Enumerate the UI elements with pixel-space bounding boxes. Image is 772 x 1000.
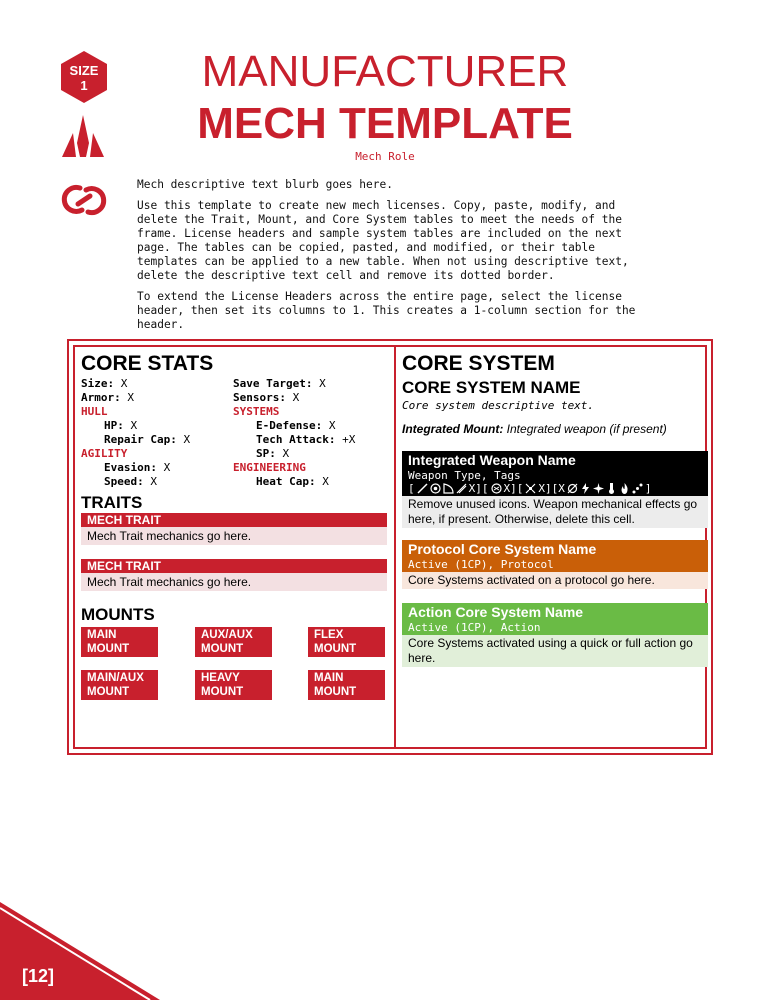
size-badge bbox=[59, 50, 109, 104]
trait-block bbox=[81, 559, 387, 591]
column-divider bbox=[394, 347, 396, 747]
action-core-system-block bbox=[402, 603, 708, 667]
stat-group-engineering: ENGINEERING bbox=[233, 461, 306, 474]
action-system-body: Core Systems activated using a quick or full action go here. bbox=[402, 635, 708, 667]
trait-body: Mech Trait mechanics go here. bbox=[81, 573, 387, 591]
stat-group-hull: HULL bbox=[81, 405, 108, 418]
traits-heading: TRAITS bbox=[81, 493, 143, 512]
size-value: 1 bbox=[80, 78, 88, 93]
mount-slot: MAIN/AUX MOUNT bbox=[81, 670, 158, 700]
stat-save-target: Save Target: X bbox=[233, 377, 326, 390]
threat-icon bbox=[430, 483, 441, 494]
weapon-icon-row: [ X][ X][ X][X ] bbox=[408, 482, 652, 495]
mount-slot: AUX/AUX MOUNT bbox=[195, 627, 272, 657]
weapon-body: Remove unused icons. Weapon mechanical effects go here, if present. Otherwise, delete this cell. bbox=[402, 496, 708, 528]
protocol-system-body: Core Systems activated on a protocol go here. bbox=[402, 572, 708, 589]
trait-block bbox=[81, 513, 387, 545]
heat-icon bbox=[606, 483, 617, 494]
trait-body: Mech Trait mechanics go here. bbox=[81, 527, 387, 545]
icon-separator: X][ bbox=[468, 482, 489, 495]
mounts-heading: MOUNTS bbox=[81, 605, 155, 624]
core-system-name: CORE SYSTEM NAME bbox=[402, 378, 581, 397]
license-frame bbox=[67, 339, 713, 755]
protocol-core-system-block bbox=[402, 540, 708, 589]
intro-paragraph-3: To extend the License Headers across the entire page, select the license header, then set its columns to 1. This creates a 1-column section for the header. bbox=[137, 290, 636, 331]
intro-paragraph-2: Use this template to create new mech licenses. Copy, paste, modify, and delete the Trait, Mount, and Core System tables to meet the needs of the frame. License headers and sample system tables are included on the next page. The tables can be copied, pasted, and modified, or their table templates can be applied to a new table. When not using descriptive text, delete the descriptive text cell and remove its dotted border. bbox=[137, 199, 629, 282]
kinetic-icon bbox=[567, 483, 578, 494]
stat-sensors: Sensors: X bbox=[233, 391, 300, 404]
weapon-name: Integrated Weapon Name bbox=[408, 452, 576, 468]
stat-size: Size: X bbox=[81, 377, 128, 390]
damage-icon bbox=[491, 483, 502, 494]
blast-icon bbox=[525, 483, 536, 494]
protocol-system-tags: Active (1CP), Protocol bbox=[408, 558, 554, 571]
cone-icon bbox=[443, 483, 454, 494]
core-system-heading: CORE SYSTEM bbox=[402, 352, 555, 375]
mount-slot: MAIN MOUNT bbox=[308, 670, 385, 700]
range-icon bbox=[417, 483, 428, 494]
stat-tech-attack: Tech Attack: +X bbox=[256, 433, 356, 446]
integrated-weapon-block bbox=[402, 451, 708, 528]
intro-paragraph-1: Mech descriptive text blurb goes here. bbox=[137, 178, 393, 191]
integrated-mount-label: Integrated Mount: bbox=[402, 422, 504, 436]
license-frame-inner bbox=[73, 345, 707, 749]
integrated-mount bbox=[402, 422, 708, 437]
mech-template-title: MECH TEMPLATE bbox=[197, 99, 573, 148]
icon-separator: X][ bbox=[503, 482, 524, 495]
intro-text bbox=[137, 178, 657, 339]
manufacturer-title: MANUFACTURER bbox=[201, 47, 569, 96]
trait-name: MECH TRAIT bbox=[81, 513, 387, 527]
size-label: SIZE bbox=[69, 63, 99, 78]
chain-link-icon bbox=[60, 178, 108, 227]
stat-e-defense: E-Defense: X bbox=[256, 419, 336, 432]
icon-separator: X][X bbox=[538, 482, 565, 495]
core-system-description: Core system descriptive text. bbox=[402, 399, 595, 412]
action-system-name: Action Core System Name bbox=[408, 604, 584, 620]
energy-icon bbox=[580, 483, 591, 494]
stat-heat-cap: Heat Cap: X bbox=[256, 475, 329, 488]
stat-sp: SP: X bbox=[256, 447, 290, 460]
burn-icon bbox=[619, 483, 630, 494]
mount-grid bbox=[81, 627, 387, 707]
mount-slot: MAIN MOUNT bbox=[81, 627, 158, 657]
mount-slot: FLEX MOUNT bbox=[308, 627, 385, 657]
stat-evasion: Evasion: X bbox=[104, 461, 171, 474]
weapon-tags: Weapon Type, Tags bbox=[408, 469, 521, 482]
variable-icon bbox=[632, 483, 643, 494]
mech-role: Mech Role bbox=[355, 150, 415, 163]
core-stats-table bbox=[81, 377, 387, 487]
integrated-mount-value: Integrated weapon (if present) bbox=[506, 422, 667, 436]
stat-group-agility: AGILITY bbox=[81, 447, 128, 460]
left-column bbox=[81, 351, 387, 707]
stat-armor: Armor: X bbox=[81, 391, 134, 404]
stat-hp: HP: X bbox=[104, 419, 138, 432]
stat-group-systems: SYSTEMS bbox=[233, 405, 280, 418]
explosive-icon bbox=[593, 483, 604, 494]
page-number: [12] bbox=[22, 966, 55, 986]
core-stats-heading: CORE STATS bbox=[81, 352, 214, 375]
stat-repair-cap: Repair Cap: X bbox=[104, 433, 191, 446]
manufacturer-logo-icon bbox=[60, 115, 106, 164]
trait-name: MECH TRAIT bbox=[81, 559, 387, 573]
line-icon bbox=[456, 483, 467, 494]
right-column bbox=[402, 351, 708, 667]
protocol-system-name: Protocol Core System Name bbox=[408, 541, 597, 557]
stat-speed: Speed: X bbox=[104, 475, 157, 488]
mount-slot: HEAVY MOUNT bbox=[195, 670, 272, 700]
action-system-tags: Active (1CP), Action bbox=[408, 621, 541, 634]
